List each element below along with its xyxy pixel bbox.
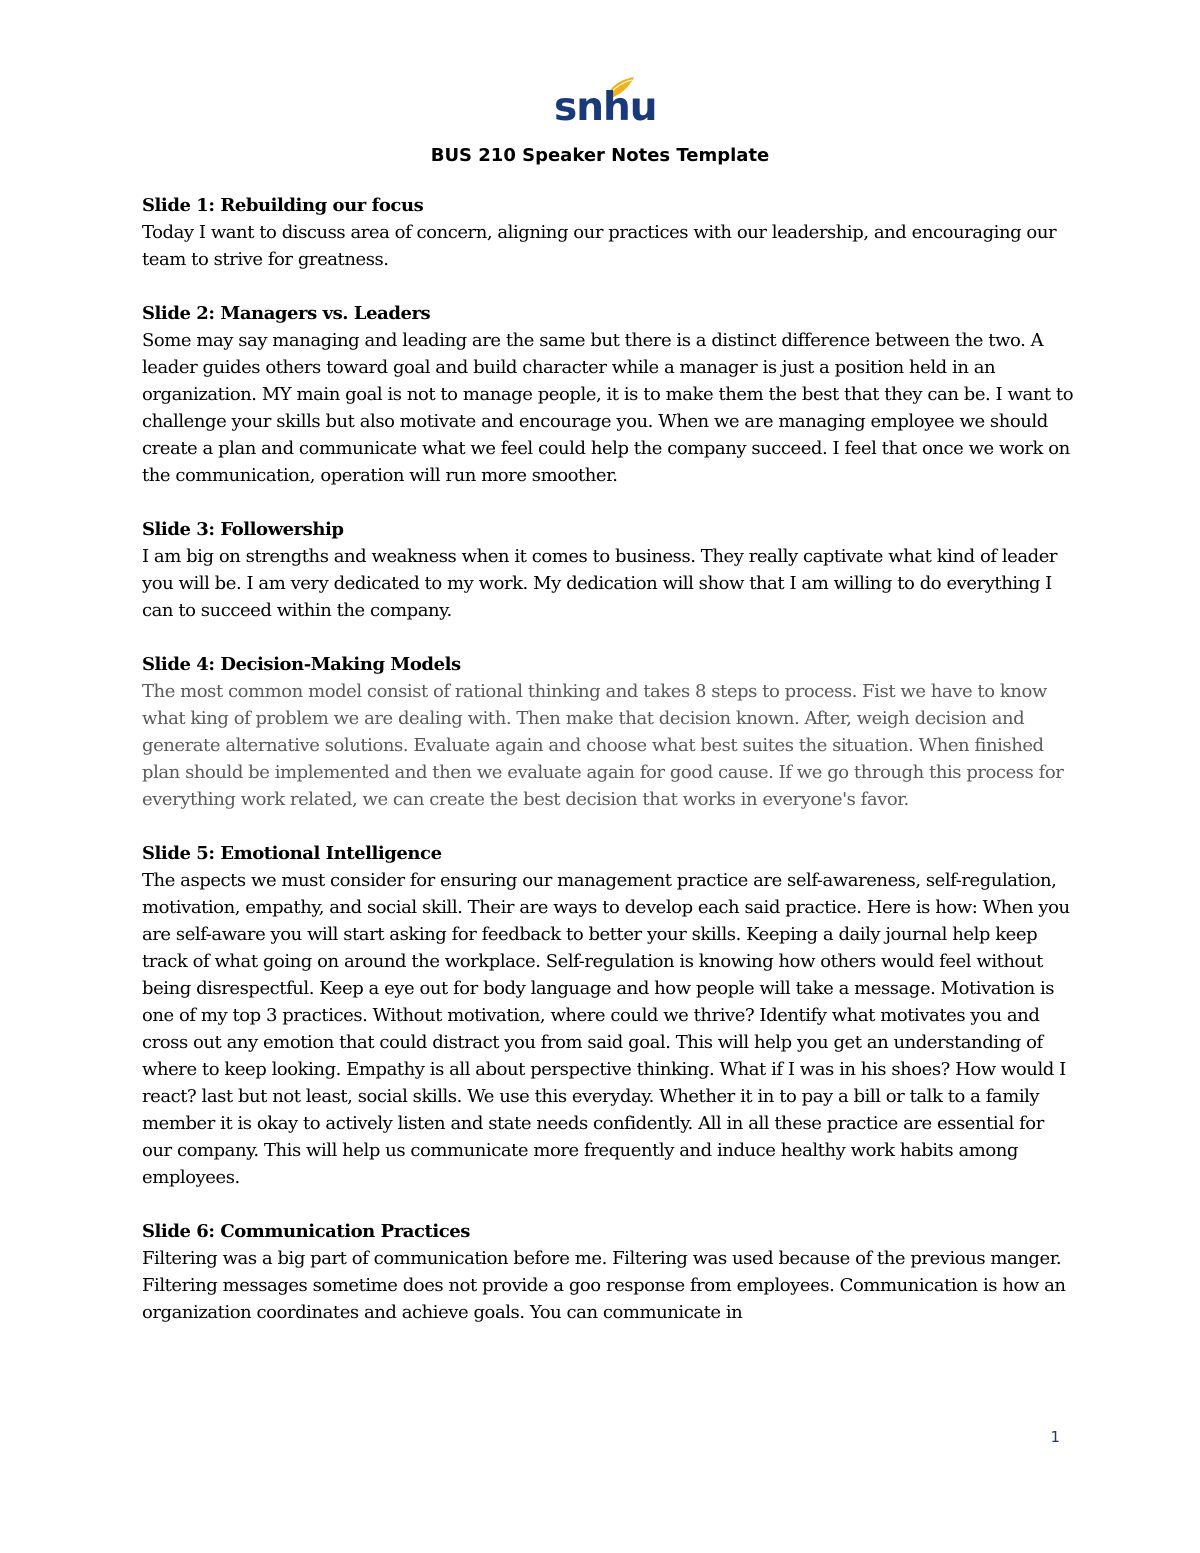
slide-heading: Slide 2: Managers vs. Leaders (142, 303, 431, 324)
slide-heading: Slide 6: Communication Practices (142, 1221, 470, 1242)
slide-heading: Slide 5: Emotional Intelligence (142, 843, 442, 864)
snhu-logo (554, 74, 657, 130)
slide-notes: Filtering was a big part of communication before me. Filtering was used because of the previous manger. Filtering messages sometime does not provide a goo response from employees. Communication is how an organization coordinates and achieve goals. You can communicate in (142, 1248, 1066, 1323)
document-body (142, 192, 1077, 1353)
slide-section-4 (142, 651, 1077, 813)
slide-section-5 (142, 840, 1077, 1191)
slide-section-3 (142, 516, 1077, 624)
slide-section-2 (142, 300, 1077, 489)
slide-section-1 (142, 192, 1077, 273)
slide-heading: Slide 1: Rebuilding our focus (142, 195, 424, 216)
slide-notes: Today I want to discuss area of concern, aligning our practices with our leadership, and encouraging our team to strive for greatness. (142, 222, 1057, 270)
slide-notes: The aspects we must consider for ensuring our management practice are self-awareness, self-regulation, motivation, empathy, and social skill. Their are ways to develop each said practice. Here is how: When you are self-aware you will start asking for feedback to better your skills. Keeping a daily journal help keep track of what going on around the workplace. Self-regulation is knowing how others would feel without being disrespectful. Keep a eye out for body language and how people will take a message. Motivation is one of my top 3 practices. Without motivation, where could we thrive? Identify what motivates you and cross out any emotion that could distract you from said goal. This will help you get an understanding of where to keep looking. Empathy is all about perspective thinking. What if I was in his shoes? How would I react? last but not least, social skills. We use this everyday. Whether it in to pay a bill or talk to a family member it is okay to actively listen and state needs confidently. All in all these practice are essential for our company. This will help us communicate more frequently and induce healthy work habits among employees. (142, 870, 1070, 1188)
slide-notes: The most common model consist of rational thinking and takes 8 steps to process. Fist we have to know what king of problem we are dealing with. Then make that decision known. After, weigh decision and generate alternative solutions. Evaluate again and choose what best suites the situation. When finished plan should be implemented and then we evaluate again for good cause. If we go through this process for everything work related, we can create the best decision that works in everyone's favor. (142, 681, 1064, 810)
slide-notes: Some may say managing and leading are the same but there is a distinct difference between the two. A leader guides others toward goal and build character while a manager is just a position held in an organization. MY main goal is not to manage people, it is to make them the best that they can be. I want to challenge your skills but also motivate and encourage you. When we are managing employee we should create a plan and communicate what we feel could help the company succeed. I feel that once we work on the communication, operation will run more smoother. (142, 330, 1074, 486)
slide-heading: Slide 3: Followership (142, 519, 344, 540)
page-number: 1 (1050, 1428, 1060, 1446)
logo-wordmark: snhu (554, 85, 657, 130)
slide-section-6 (142, 1218, 1077, 1326)
slide-notes: I am big on strengths and weakness when it comes to business. They really captivate what kind of leader you will be. I am very dedicated to my work. My dedication will show that I am willing to do everything I can to succeed within the company. (142, 546, 1058, 621)
slide-heading: Slide 4: Decision-Making Models (142, 654, 461, 675)
document-title: BUS 210 Speaker Notes Template (430, 145, 770, 166)
